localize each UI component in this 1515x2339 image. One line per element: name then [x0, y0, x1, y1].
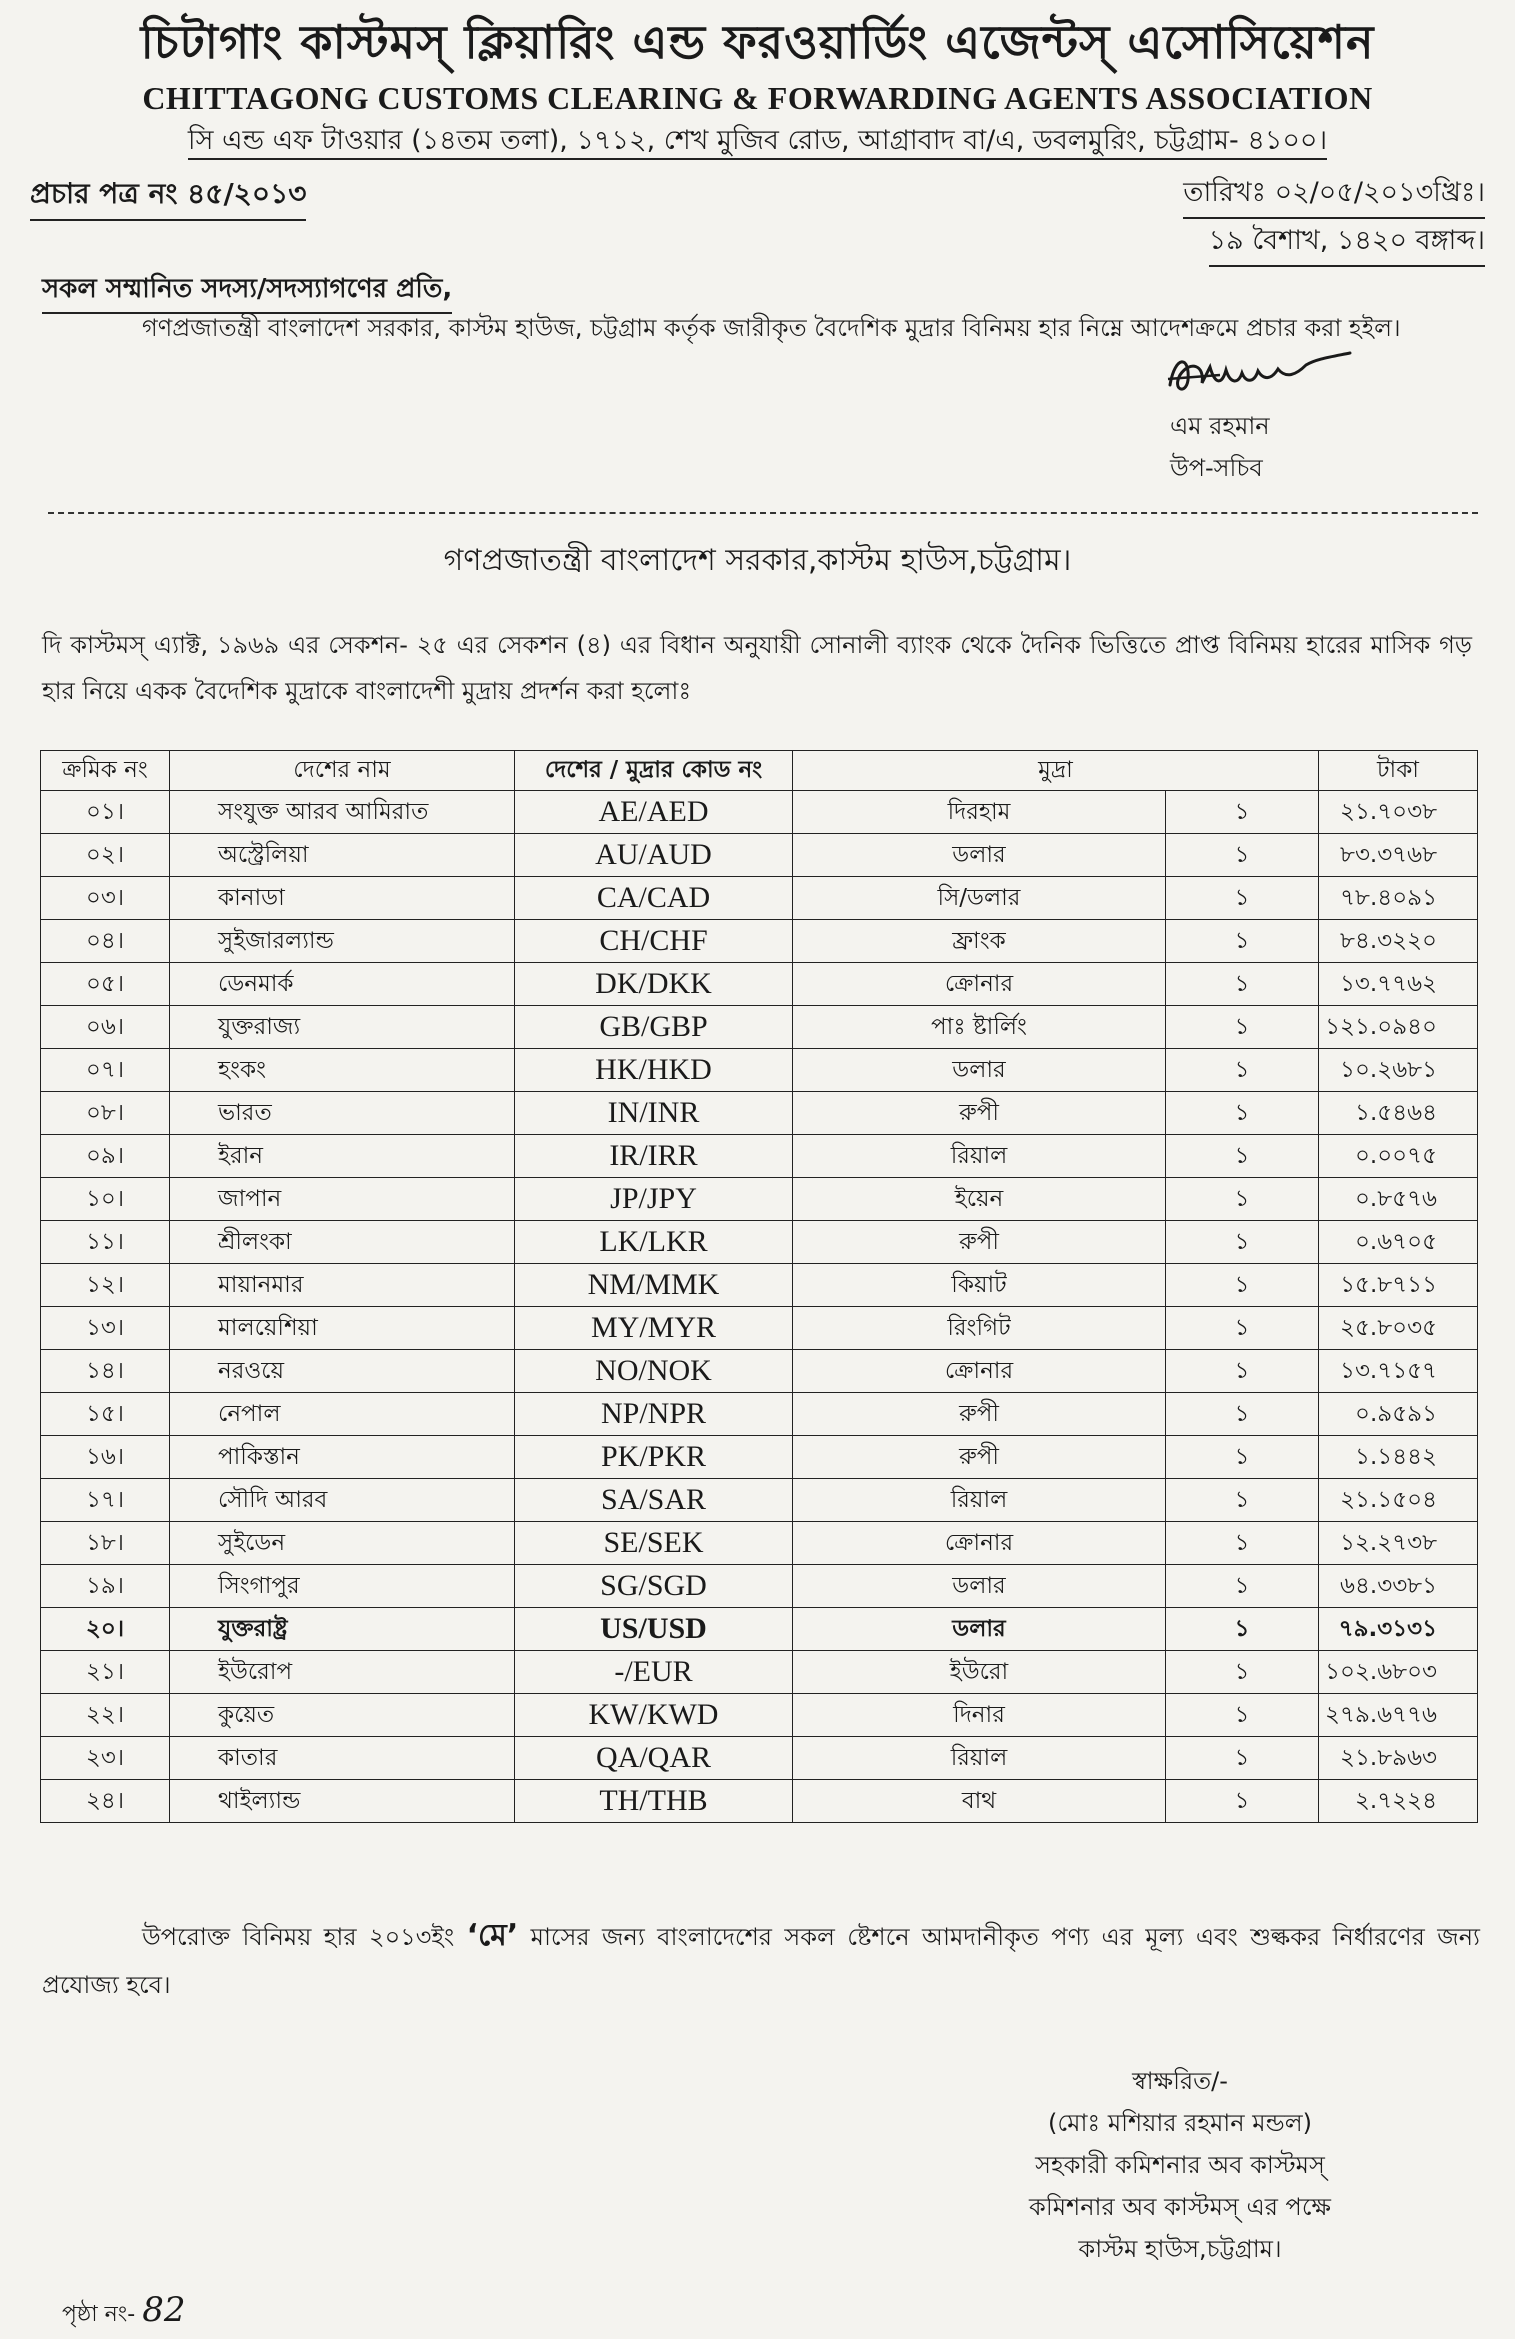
cell-taka: ১৩.৭৭৬২	[1319, 963, 1478, 1006]
cell-code: -/EUR	[515, 1651, 793, 1694]
cell-code: DK/DKK	[515, 963, 793, 1006]
cell-serial: ২০।	[41, 1608, 170, 1651]
cell-country: সংযুক্ত আরব আমিরাত	[170, 791, 515, 834]
cell-unit: ১	[1166, 1264, 1319, 1307]
table-row	[41, 1737, 1478, 1780]
cell-country: কাতার	[170, 1737, 515, 1780]
signed-label: স্বাক্ষরিত/-	[1132, 2067, 1228, 2095]
cell-serial: ০২।	[41, 834, 170, 877]
cell-currency: দিরহাম	[793, 791, 1166, 834]
cell-currency: রুপী	[793, 1393, 1166, 1436]
cell-unit: ১	[1166, 1178, 1319, 1221]
table-row	[41, 1307, 1478, 1350]
cell-serial: ১৩।	[41, 1307, 170, 1350]
cell-serial: ১৫।	[41, 1393, 170, 1436]
cell-unit: ১	[1166, 1479, 1319, 1522]
table-row	[41, 1651, 1478, 1694]
cell-serial: ১৪।	[41, 1350, 170, 1393]
header-taka: টাকা	[1319, 751, 1478, 791]
table-row	[41, 1393, 1478, 1436]
cell-code: CH/CHF	[515, 920, 793, 963]
cell-unit: ১	[1166, 791, 1319, 834]
table-row	[41, 1092, 1478, 1135]
government-title: গণপ্রজাতন্ত্রী বাংলাদেশ সরকার,কাস্টম হাউস,চট্টগ্রাম।	[443, 543, 1072, 578]
cell-code: IR/IRR	[515, 1135, 793, 1178]
cell-currency: রিয়াল	[793, 1737, 1166, 1780]
cell-currency: ক্রোনার	[793, 1350, 1166, 1393]
closing-text-after: মাসের জন্য বাংলাদেশের সকল ষ্টেশনে আমদানীকৃত পণ্য এর মূল্য এবং শুল্ককর নির্ধারণের জন্য প্রযোজ্য হবে।	[42, 1923, 1480, 1999]
cell-code: TH/THB	[515, 1780, 793, 1823]
table-row	[41, 1178, 1478, 1221]
cell-unit: ১	[1166, 1350, 1319, 1393]
cell-serial: ১৮।	[41, 1522, 170, 1565]
cell-currency: ডলার	[793, 1049, 1166, 1092]
cell-country: যুক্তরাজ্য	[170, 1006, 515, 1049]
association-title-bangla: চিটাগাং কাস্টমস্ ক্লিয়ারিং এন্ড ফরওয়ার্ডিং এজেন্টস্ এসোসিয়েশন	[140, 15, 1375, 69]
cell-serial: ০৯।	[41, 1135, 170, 1178]
cell-country: নেপাল	[170, 1393, 515, 1436]
exchange-rate-table	[40, 750, 1478, 1823]
cell-serial: ১৬।	[41, 1436, 170, 1479]
table-row	[41, 963, 1478, 1006]
signer-name: এম রহমান	[1170, 412, 1270, 440]
table-row	[41, 834, 1478, 877]
cell-currency: সি/ডলার	[793, 877, 1166, 920]
cell-currency: ডলার	[793, 1565, 1166, 1608]
address-text: সি এন্ড এফ টাওয়ার (১৪তম তলা), ১৭১২, শেখ মুজিব রোড, আগ্রাবাদ বা/এ, ডবলমুরিং, চট্টগ্রাম- ৪১০০।	[188, 125, 1327, 160]
cell-unit: ১	[1166, 1694, 1319, 1737]
cell-currency: রুপী	[793, 1092, 1166, 1135]
cell-taka: ১২.২৭৩৮	[1319, 1522, 1478, 1565]
table-row	[41, 1135, 1478, 1178]
cell-serial: ১১।	[41, 1221, 170, 1264]
table-row	[41, 1479, 1478, 1522]
cell-unit: ১	[1166, 1135, 1319, 1178]
cell-taka: ০.৮৫৭৬	[1319, 1178, 1478, 1221]
cell-code: GB/GBP	[515, 1006, 793, 1049]
table-row	[41, 791, 1478, 834]
preamble-text: দি কাস্টমস্ এ্যাক্ট, ১৯৬৯ এর সেকশন- ২৫ এর সেকশন (৪) এর বিধান অনুযায়ী সোনালী ব্যাংক থেকে দৈনিক ভিত্তিতে প্রাপ্ত বিনিময় হারের মাসিক গড় হার নিয়ে একক বৈদেশিক মুদ্রাকে বাংলাদেশী মুদ্রায় প্রদর্শন করা হলোঃ	[42, 631, 1472, 705]
cell-serial: ০৬।	[41, 1006, 170, 1049]
cell-taka: ২৭৯.৬৭৭৬	[1319, 1694, 1478, 1737]
table-header-row	[41, 751, 1478, 791]
page-number-value: 82	[142, 2290, 186, 2330]
circular-number: প্রচার পত্র নং ৪৫/২০১৩	[30, 172, 306, 221]
cell-currency: রিয়াল	[793, 1479, 1166, 1522]
cell-serial: ১২।	[41, 1264, 170, 1307]
cell-serial: ১০।	[41, 1178, 170, 1221]
cell-code: CA/CAD	[515, 877, 793, 920]
page-number-label: পৃষ্ঠা নং-	[62, 2302, 136, 2327]
cell-country: নরওয়ে	[170, 1350, 515, 1393]
cell-serial: ০৪।	[41, 920, 170, 963]
cell-taka: ১.৫৪৬৪	[1319, 1092, 1478, 1135]
table-row	[41, 877, 1478, 920]
cell-taka: ২১.১৫০৪	[1319, 1479, 1478, 1522]
cell-unit: ১	[1166, 1393, 1319, 1436]
cell-unit: ১	[1166, 1737, 1319, 1780]
association-title-english: CHITTAGONG CUSTOMS CLEARING & FORWARDING AGENTS ASSOCIATION	[142, 80, 1373, 116]
cell-serial: ১৭।	[41, 1479, 170, 1522]
cell-country: ইরান	[170, 1135, 515, 1178]
date-gregorian: তারিখঃ ০২/০৫/২০১৩খ্রিঃ।	[1183, 172, 1485, 219]
cell-unit: ১	[1166, 963, 1319, 1006]
cell-currency: ডলার	[793, 1608, 1166, 1651]
cell-country: সিংগাপুর	[170, 1565, 515, 1608]
cell-currency: ইউরো	[793, 1651, 1166, 1694]
table-row	[41, 1694, 1478, 1737]
header-currency: মুদ্রা	[793, 751, 1319, 791]
table-row	[41, 1608, 1478, 1651]
cell-currency: ক্রোনার	[793, 963, 1166, 1006]
officer-office: কাস্টম হাউস,চট্টগ্রাম।	[1078, 2235, 1282, 2263]
cell-country: সৌদি আরব	[170, 1479, 515, 1522]
cell-code: JP/JPY	[515, 1178, 793, 1221]
cell-taka: ১২১.০৯৪০	[1319, 1006, 1478, 1049]
cell-country: জাপান	[170, 1178, 515, 1221]
cell-unit: ১	[1166, 1565, 1319, 1608]
cell-currency: ক্রোনার	[793, 1522, 1166, 1565]
cell-code: AU/AUD	[515, 834, 793, 877]
cell-country: অস্ট্রেলিয়া	[170, 834, 515, 877]
cell-code: SA/SAR	[515, 1479, 793, 1522]
table-row	[41, 1565, 1478, 1608]
table-row	[41, 1522, 1478, 1565]
cell-code: HK/HKD	[515, 1049, 793, 1092]
cell-currency: ফ্রাংক	[793, 920, 1166, 963]
cell-taka: ৭৯.৩১৩১	[1319, 1608, 1478, 1651]
officer-designation: সহকারী কমিশনার অব কাস্টমস্	[1035, 2151, 1325, 2179]
cell-serial: ২৪।	[41, 1780, 170, 1823]
cell-country: সুইজারল্যান্ড	[170, 920, 515, 963]
table-row	[41, 1049, 1478, 1092]
cell-currency: রিংগিট	[793, 1307, 1166, 1350]
cell-currency: ইয়েন	[793, 1178, 1166, 1221]
cell-code: SG/SGD	[515, 1565, 793, 1608]
cell-serial: ২২।	[41, 1694, 170, 1737]
cell-country: যুক্তরাষ্ট্র	[170, 1608, 515, 1651]
cell-currency: কিয়াট	[793, 1264, 1166, 1307]
cell-unit: ১	[1166, 1436, 1319, 1479]
cell-currency: ডলার	[793, 834, 1166, 877]
cell-currency: বাথ	[793, 1780, 1166, 1823]
cell-taka: ০.৬৭০৫	[1319, 1221, 1478, 1264]
cell-currency: রুপী	[793, 1436, 1166, 1479]
cell-serial: ১৯।	[41, 1565, 170, 1608]
table-row	[41, 1006, 1478, 1049]
cell-code: KW/KWD	[515, 1694, 793, 1737]
cell-country: ডেনমার্ক	[170, 963, 515, 1006]
signer-title: উপ-সচিব	[1170, 454, 1263, 482]
table-row	[41, 1350, 1478, 1393]
cell-unit: ১	[1166, 1006, 1319, 1049]
header-code: দেশের / মুদ্রার কোড নং	[515, 751, 793, 791]
cell-taka: ২.৭২২৪	[1319, 1780, 1478, 1823]
cell-taka: ৭৮.৪০৯১	[1319, 877, 1478, 920]
cell-serial: ০৫।	[41, 963, 170, 1006]
cell-unit: ১	[1166, 1049, 1319, 1092]
closing-paragraph	[42, 1912, 1480, 2009]
cell-country: থাইল্যান্ড	[170, 1780, 515, 1823]
cell-serial: ০৩।	[41, 877, 170, 920]
cell-serial: ২৩।	[41, 1737, 170, 1780]
cell-taka: ৬৪.৩৩৮১	[1319, 1565, 1478, 1608]
cell-code: PK/PKR	[515, 1436, 793, 1479]
cell-unit: ১	[1166, 920, 1319, 963]
table-row	[41, 1436, 1478, 1479]
cell-taka: ১৩.৭১৫৭	[1319, 1350, 1478, 1393]
handwritten-signature	[1160, 345, 1360, 405]
cell-unit: ১	[1166, 1522, 1319, 1565]
cell-code: QA/QAR	[515, 1737, 793, 1780]
cell-country: মালয়েশিয়া	[170, 1307, 515, 1350]
officer-on-behalf: কমিশনার অব কাস্টমস্ এর পক্ষে	[1029, 2193, 1331, 2221]
cell-unit: ১	[1166, 877, 1319, 920]
cell-code: NO/NOK	[515, 1350, 793, 1393]
cell-country: কুয়েত	[170, 1694, 515, 1737]
cell-taka: ১০২.৬৮০৩	[1319, 1651, 1478, 1694]
cell-code: MY/MYR	[515, 1307, 793, 1350]
cell-taka: ০.০০৭৫	[1319, 1135, 1478, 1178]
cell-unit: ১	[1166, 1221, 1319, 1264]
cell-currency: রুপী	[793, 1221, 1166, 1264]
cell-code: AE/AED	[515, 791, 793, 834]
header-serial: ক্রমিক নং	[41, 751, 170, 791]
cell-currency: দিনার	[793, 1694, 1166, 1737]
cell-country: শ্রীলংকা	[170, 1221, 515, 1264]
cell-unit: ১	[1166, 1780, 1319, 1823]
cell-taka: ১.১৪৪২	[1319, 1436, 1478, 1479]
cell-unit: ১	[1166, 1608, 1319, 1651]
cell-unit: ১	[1166, 1651, 1319, 1694]
cell-code: NP/NPR	[515, 1393, 793, 1436]
cell-unit: ১	[1166, 1092, 1319, 1135]
cell-taka: ৮৩.৩৭৬৮	[1319, 834, 1478, 877]
table-row	[41, 1264, 1478, 1307]
cell-currency: রিয়াল	[793, 1135, 1166, 1178]
association-address	[0, 120, 1515, 165]
officer-name: (মোঃ মশিয়ার রহমান মন্ডল)	[1048, 2109, 1312, 2137]
dashed-divider	[48, 512, 1478, 514]
cell-taka: ৮৪.৩২২০	[1319, 920, 1478, 963]
cell-code: US/USD	[515, 1608, 793, 1651]
cell-taka: ১০.২৬৮১	[1319, 1049, 1478, 1092]
table-body	[41, 791, 1478, 1823]
cell-code: LK/LKR	[515, 1221, 793, 1264]
date-bangla: ১৯ বৈশাখ, ১৪২০ বঙ্গাব্দ।	[1209, 220, 1485, 267]
cell-serial: ০১।	[41, 791, 170, 834]
cell-country: ইউরোপ	[170, 1651, 515, 1694]
cell-serial: ০৮।	[41, 1092, 170, 1135]
body-text: গণপ্রজাতন্ত্রী বাংলাদেশ সরকার, কাস্টম হাউজ, চট্টগ্রাম কর্তৃক জারীকৃত বৈদেশিক মুদ্রার বিনিময় হার নিম্নে আদেশক্রমে প্রচার করা হইল।	[142, 314, 1401, 342]
table-row	[41, 1780, 1478, 1823]
cell-taka: ০.৯৫৯১	[1319, 1393, 1478, 1436]
cell-serial: ০৭।	[41, 1049, 170, 1092]
cell-taka: ২১.৮৯৬৩	[1319, 1737, 1478, 1780]
cell-taka: ২৫.৮০৩৫	[1319, 1307, 1478, 1350]
cell-country: মায়ানমার	[170, 1264, 515, 1307]
table-row	[41, 920, 1478, 963]
cell-serial: ২১।	[41, 1651, 170, 1694]
cell-country: পাকিস্তান	[170, 1436, 515, 1479]
cell-taka: ২১.৭০৩৮	[1319, 791, 1478, 834]
cell-unit: ১	[1166, 834, 1319, 877]
closing-month: ‘মে’	[466, 1918, 519, 1953]
salutation: সকল সম্মানিত সদস্য/সদস্যাগণের প্রতি,	[42, 268, 452, 314]
header-country: দেশের নাম	[170, 751, 515, 791]
cell-country: ভারত	[170, 1092, 515, 1135]
cell-unit: ১	[1166, 1307, 1319, 1350]
cell-country: সুইডেন	[170, 1522, 515, 1565]
page-number	[62, 2290, 185, 2334]
cell-code: SE/SEK	[515, 1522, 793, 1565]
cell-code: NM/MMK	[515, 1264, 793, 1307]
cell-country: কানাডা	[170, 877, 515, 920]
cell-code: IN/INR	[515, 1092, 793, 1135]
table-row	[41, 1221, 1478, 1264]
signature-block	[900, 2060, 1460, 2270]
cell-taka: ১৫.৮৭১১	[1319, 1264, 1478, 1307]
cell-currency: পাঃ ষ্টার্লিং	[793, 1006, 1166, 1049]
cell-country: হংকং	[170, 1049, 515, 1092]
closing-text-before: উপরোক্ত বিনিময় হার ২০১৩ইং	[142, 1923, 455, 1951]
